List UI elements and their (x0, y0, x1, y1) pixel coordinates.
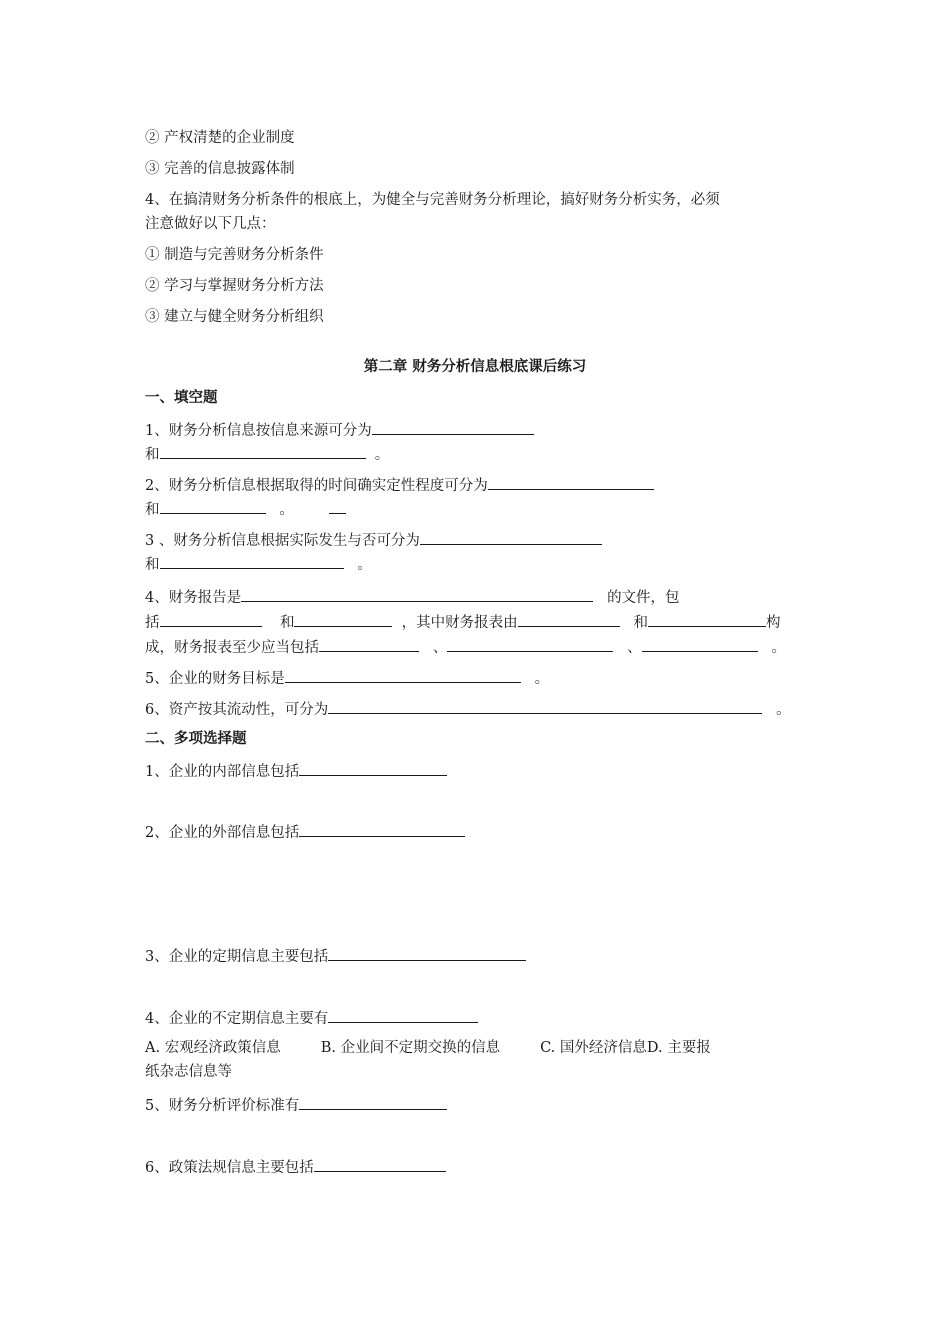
answer-blank[interactable] (299, 1094, 447, 1110)
fill-q6-period: 。 (776, 702, 791, 718)
fill-q6-text: 6、资产按其流动性，可分为 (145, 702, 329, 718)
fill-q3-and: 和 (145, 557, 160, 573)
mc-q6 (145, 1156, 446, 1178)
answer-blank[interactable] (518, 611, 620, 627)
answer-blank[interactable] (241, 586, 593, 602)
answer-blank[interactable] (299, 760, 447, 776)
fill-q2-line-1 (145, 474, 654, 496)
fill-q4-gou: 构 (765, 615, 781, 631)
fill-q5-text: 5、企业的财务目标是 (145, 671, 285, 687)
fill-q3-period: 。 (357, 557, 372, 573)
answer-blank[interactable] (294, 611, 392, 627)
answer-blank[interactable] (160, 443, 366, 459)
fill-q4-sep-2: 、 (627, 640, 642, 656)
answer-blank[interactable] (648, 611, 766, 627)
question-4-line-2: 注意做好以下几点： (145, 216, 276, 232)
fill-q4-line-2 (145, 611, 780, 633)
fill-q2-line-2 (145, 498, 346, 520)
mc-q2 (145, 821, 465, 843)
fill-q4-text-4: 成，财务报表至少应当包括 (145, 640, 319, 656)
mc-q4-options-cont: 纸杂志信息等 (145, 1064, 232, 1080)
answer-blank[interactable] (160, 498, 266, 514)
mc-q1 (145, 760, 447, 782)
fill-q3-line-2 (145, 553, 372, 575)
answer-blank[interactable] (420, 529, 602, 545)
mc-q3 (145, 945, 526, 967)
fill-q2-text: 2、财务分析信息根据取得的时间确实定性程度可分为 (145, 478, 488, 494)
answer-blank[interactable] (328, 698, 762, 714)
point-1: ① 制造与完善财务分析条件 (145, 247, 324, 263)
fill-q1-and: 和 (145, 447, 160, 463)
answer-blank[interactable] (160, 553, 344, 569)
answer-blank[interactable] (328, 1007, 478, 1023)
answer-blank[interactable] (642, 636, 758, 652)
section-multiple-choice-title: 二、多项选择题 (145, 730, 247, 747)
condition-item-3: ③ 完善的信息披露体制 (145, 161, 295, 177)
mc-q4 (145, 1007, 478, 1029)
mc-q4-option-a: A. 宏观经济政策信息 (145, 1040, 281, 1056)
answer-blank[interactable] (319, 636, 419, 652)
fill-q4-text-2: 的文件，包 (607, 590, 680, 606)
chapter-title: 第二章 财务分析信息根底课后练习 (363, 358, 587, 375)
point-2: ② 学习与掌握财务分析方法 (145, 278, 324, 294)
fill-q4-text-3: ，其中财务报表由 (401, 615, 518, 631)
answer-blank[interactable] (328, 945, 526, 961)
answer-blank[interactable] (285, 667, 521, 683)
fill-q5 (145, 667, 549, 689)
fill-q4-and-1: 和 (279, 615, 295, 631)
mc-q1-text: 1、企业的内部信息包括 (145, 764, 300, 780)
fill-q4-kuo: 括 (145, 615, 160, 631)
fill-q4-line-3 (145, 636, 786, 658)
mc-q6-text: 6、政策法规信息主要包括 (145, 1160, 314, 1176)
condition-item-2: ② 产权清楚的企业制度 (145, 130, 295, 146)
fill-q1-line-1 (145, 419, 534, 441)
fill-q4-period: 。 (771, 640, 786, 656)
fill-q4-text: 4、财务报告是 (145, 590, 242, 606)
mc-q5 (145, 1094, 447, 1116)
answer-blank[interactable] (372, 419, 534, 435)
fill-q3-line-1 (145, 529, 602, 551)
answer-blank[interactable] (488, 474, 654, 490)
fill-q6 (145, 698, 791, 720)
fill-q1-line-2 (145, 443, 389, 465)
fill-q2-period: 。 (279, 502, 294, 518)
fill-q1-period: 。 (374, 447, 390, 463)
mc-q5-text: 5、财务分析评价标准有 (145, 1098, 300, 1114)
answer-blank[interactable] (299, 821, 465, 837)
mc-q4-option-d: D. 主要报 (646, 1040, 711, 1056)
mc-q4-text: 4、企业的不定期信息主要有 (145, 1011, 329, 1027)
fill-q2-and: 和 (145, 502, 160, 518)
fill-q3-text: 3 、财务分析信息根据实际发生与否可分为 (145, 533, 420, 549)
mc-q4-option-b: B. 企业间不定期交换的信息 (320, 1040, 501, 1056)
mc-q4-option-c: C. 国外经济信息 (540, 1040, 647, 1056)
answer-blank[interactable] (314, 1156, 446, 1172)
answer-blank[interactable] (160, 611, 262, 627)
mc-q2-text: 2、企业的外部信息包括 (145, 825, 300, 841)
fill-q4-and-2: 和 (633, 615, 648, 631)
fill-q4-sep-1: 、 (432, 640, 448, 656)
fill-q5-period: 。 (534, 671, 550, 687)
answer-blank[interactable] (447, 636, 613, 652)
section-fill-blank-title: 一、填空题 (145, 389, 218, 406)
answer-blank[interactable] (329, 498, 346, 514)
question-4-line-1: 4、在搞清财务分析条件的根底上，为健全与完善财务分析理论，搞好财务分析实务，必须 (145, 192, 720, 208)
point-3: ③ 建立与健全财务分析组织 (145, 309, 324, 325)
mc-q4-options (145, 1038, 711, 1058)
fill-q1-text: 1、财务分析信息按信息来源可分为 (145, 423, 372, 439)
mc-q3-text: 3、企业的定期信息主要包括 (145, 949, 329, 965)
fill-q4-line-1 (145, 586, 680, 608)
